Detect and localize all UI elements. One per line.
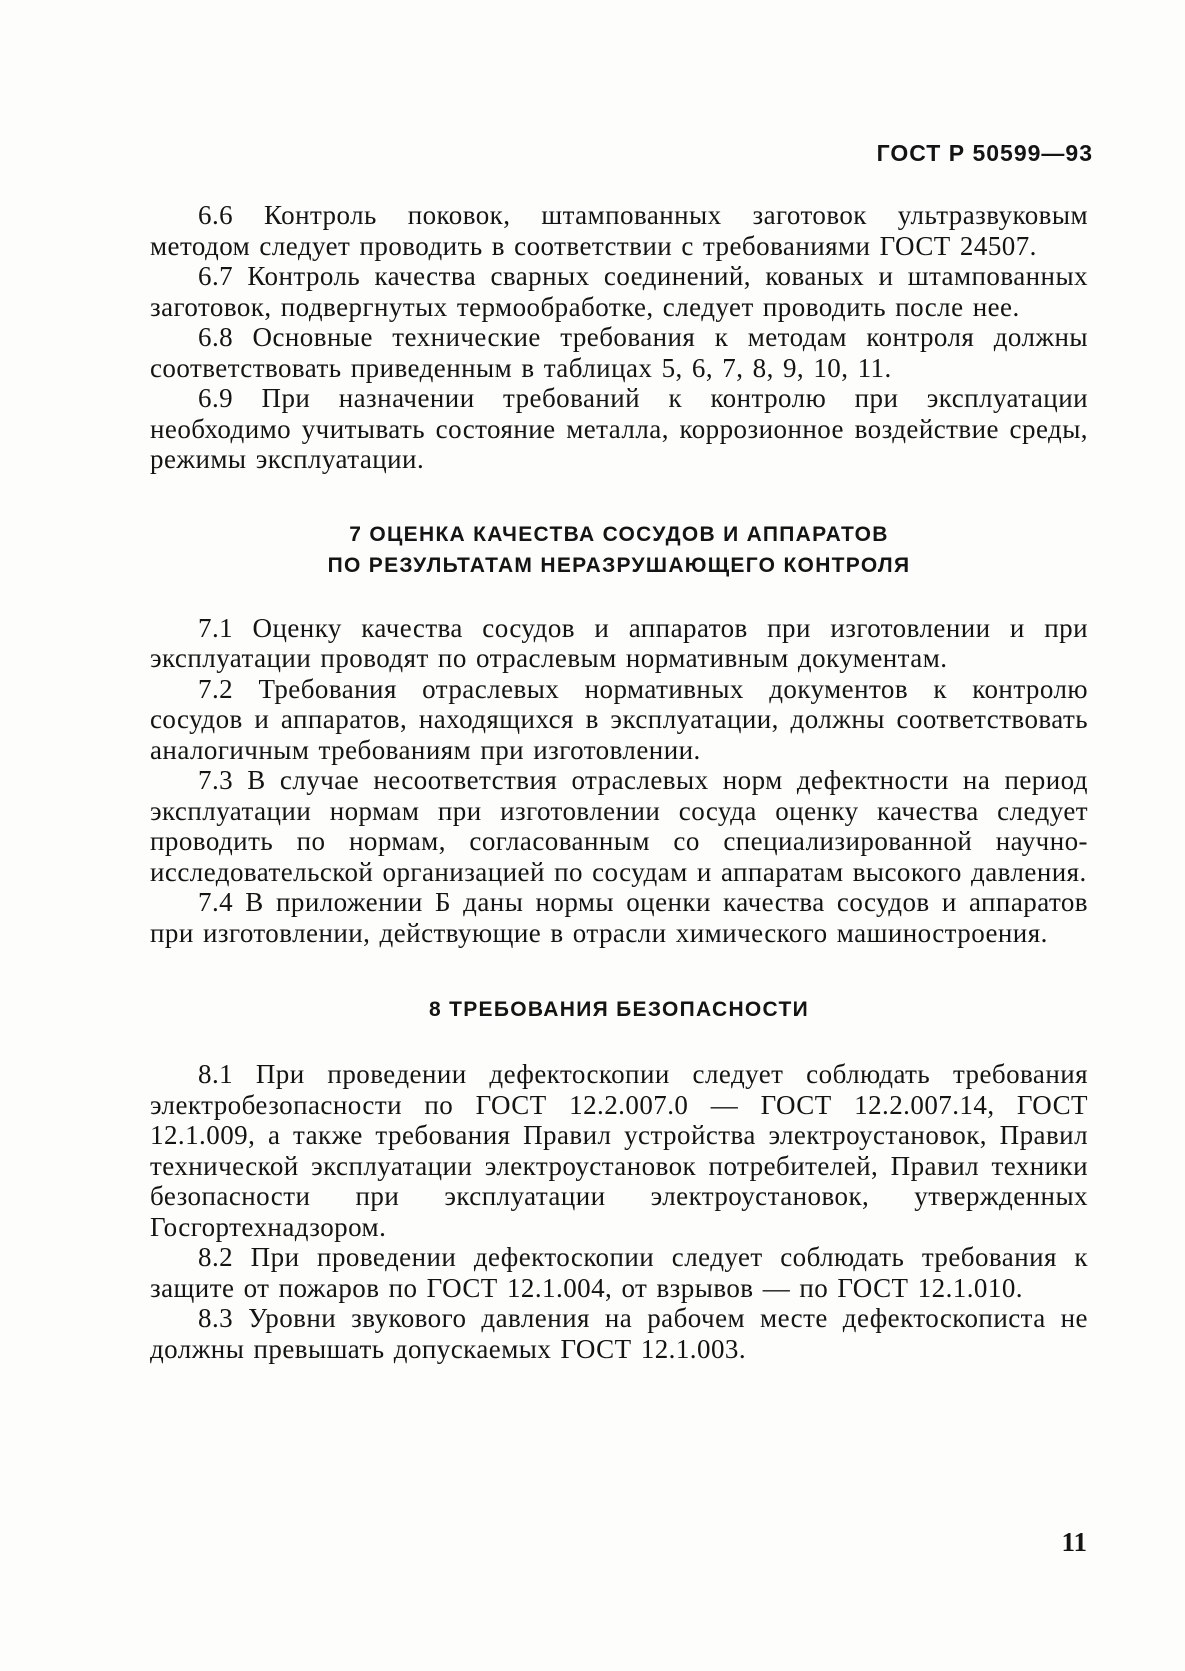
paragraph-6-8: 6.8 Основные технические требования к методам контроля должны соответствовать приведенным в таблицах 5, 6, 7, 8, 9, 10, 11.	[150, 322, 1088, 383]
section-7-heading	[150, 519, 1088, 581]
paragraph-6-7: 6.7 Контроль качества сварных соединений, кованых и штампованных заготовок, подвергнутых термообработке, следует проводить после нее.	[150, 261, 1088, 322]
page-number: 11	[1061, 1527, 1087, 1557]
section-7-heading-line-1: 7 ОЦЕНКА КАЧЕСТВА СОСУДОВ И АППАРАТОВ	[349, 522, 889, 546]
section-8-heading: 8 ТРЕБОВАНИЯ БЕЗОПАСНОСТИ	[428, 998, 810, 1021]
paragraph-8-1: 8.1 При проведении дефектоскопии следует соблюдать требования электробезопасности по ГОСТ 12.2.007.0 — ГОСТ 12.2.007.14, ГОСТ 12.1.009, а также требования Правил устройства электроустановок, Правил технической эксплуатации электроустановок потребителей, Правил техники безопасности при эксплуатации электроустановок, утвержденных Госгортехнадзором.	[150, 1059, 1088, 1242]
paragraph-6-6: 6.6 Контроль поковок, штампованных заготовок ультразвуковым методом следует проводить в соответствии с требованиями ГОСТ 24507.	[150, 200, 1088, 261]
paragraph-6-9: 6.9 При назначении требований к контролю при эксплуатации необходимо учитывать состояние металла, коррозионное воздействие среды, режимы эксплуатации.	[150, 383, 1088, 474]
paragraph-7-2: 7.2 Требования отраслевых нормативных документов к контролю сосудов и аппаратов, находящихся в эксплуатации, должны соответствовать аналогичным требованиям при изготовлении.	[150, 673, 1088, 765]
paragraph-7-3: 7.3 В случае несоответствия отраслевых норм дефектности на период эксплуатации нормам при изготовлении сосуда оценку качества следует проводить по нормам, согласованным со специализированной научно-исследовательской организацией по сосудам и аппаратам высокого давления.	[150, 765, 1088, 887]
paragraph-8-2: 8.2 При проведении дефектоскопии следует соблюдать требования к защите от пожаров по ГОСТ 12.1.004, от взрывов — по ГОСТ 12.1.010.	[150, 1242, 1088, 1303]
section-7-heading-line-2: ПО РЕЗУЛЬТАТАМ НЕРАЗРУШАЮЩЕГО КОНТРОЛЯ	[327, 553, 911, 577]
body-text	[150, 200, 1088, 1364]
running-header-standard: ГОСТ Р 50599—93	[876, 140, 1093, 166]
paragraph-7-4: 7.4 В приложении Б даны нормы оценки качества сосудов и аппаратов при изготовлении, действующие в отрасли химического машиностроения.	[150, 887, 1088, 948]
paragraph-7-1: 7.1 Оценку качества сосудов и аппаратов при изготовлении и при эксплуатации проводят по отраслевым нормативным документам.	[150, 612, 1088, 673]
paragraph-8-3: 8.3 Уровни звукового давления на рабочем месте дефектоскописта не должны превышать допускаемых ГОСТ 12.1.003.	[150, 1303, 1088, 1364]
